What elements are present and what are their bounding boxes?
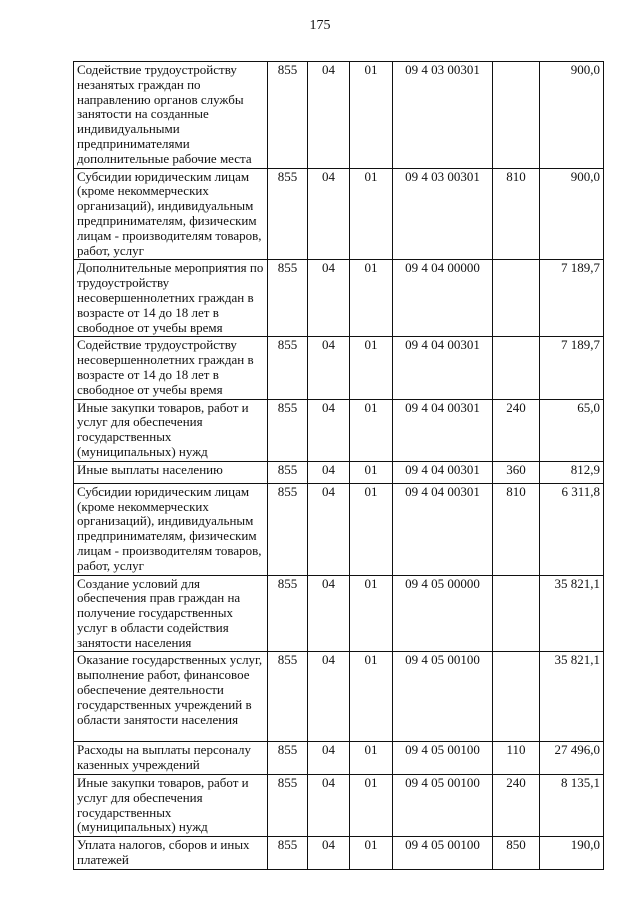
row-target: 09 4 05 00100: [393, 837, 493, 870]
row-type: [493, 337, 540, 399]
row-target: 09 4 05 00100: [393, 652, 493, 742]
row-code: 855: [268, 775, 308, 837]
row-code: 855: [268, 461, 308, 483]
row-type: [493, 652, 540, 742]
row-name: Субсидии юридическим лицам (кроме некоммерческих организаций), индивидуальным предпринимателям, физическим лицам - производителям товаров, работ, услуг: [74, 168, 268, 260]
table-row: [74, 575, 604, 652]
row-amount: 900,0: [540, 62, 604, 169]
row-amount: 35 821,1: [540, 575, 604, 652]
page-number: 175: [309, 18, 331, 33]
row-section: 04: [308, 461, 350, 483]
row-name: Иные закупки товаров, работ и услуг для обеспечения государственных (муниципальных) нужд: [74, 399, 268, 461]
row-amount: 7 189,7: [540, 337, 604, 399]
row-section: 04: [308, 575, 350, 652]
row-amount: 812,9: [540, 461, 604, 483]
row-amount: 35 821,1: [540, 652, 604, 742]
table-row: [74, 337, 604, 399]
table-row: [74, 775, 604, 837]
table-row: [74, 260, 604, 337]
table-row: [74, 399, 604, 461]
row-section: 04: [308, 260, 350, 337]
row-section: 04: [308, 483, 350, 575]
row-subsection: 01: [350, 837, 393, 870]
row-type: 240: [493, 775, 540, 837]
row-target: 09 4 05 00000: [393, 575, 493, 652]
row-subsection: 01: [350, 742, 393, 775]
row-code: 855: [268, 742, 308, 775]
row-target: 09 4 04 00301: [393, 337, 493, 399]
table-row: [74, 742, 604, 775]
row-subsection: 01: [350, 168, 393, 260]
row-code: 855: [268, 837, 308, 870]
row-subsection: 01: [350, 652, 393, 742]
row-name: Расходы на выплаты персоналу казенных учреждений: [74, 742, 268, 775]
table-row: [74, 461, 604, 483]
row-section: 04: [308, 399, 350, 461]
row-section: 04: [308, 62, 350, 169]
row-type: 240: [493, 399, 540, 461]
row-code: 855: [268, 575, 308, 652]
row-subsection: 01: [350, 775, 393, 837]
row-name: Создание условий для обеспечения прав граждан на получение государственных услуг в области содействия занятости населения: [74, 575, 268, 652]
row-amount: 8 135,1: [540, 775, 604, 837]
row-target: 09 4 03 00301: [393, 168, 493, 260]
row-target: 09 4 03 00301: [393, 62, 493, 169]
row-code: 855: [268, 399, 308, 461]
table-row: [74, 837, 604, 870]
budget-table: [73, 61, 604, 870]
row-type: 360: [493, 461, 540, 483]
row-code: 855: [268, 62, 308, 169]
row-section: 04: [308, 337, 350, 399]
row-name: Уплата налогов, сборов и иных платежей: [74, 837, 268, 870]
row-type: 850: [493, 837, 540, 870]
table-row: [74, 168, 604, 260]
row-code: 855: [268, 168, 308, 260]
row-code: 855: [268, 260, 308, 337]
row-name: Содействие трудоустройству несовершеннолетних граждан в возрасте от 14 до 18 лет в свободное от учебы время: [74, 337, 268, 399]
row-name: Субсидии юридическим лицам (кроме некоммерческих организаций), индивидуальным предпринимателям, физическим лицам - производителям товаров, работ, услуг: [74, 483, 268, 575]
row-type: 810: [493, 483, 540, 575]
row-section: 04: [308, 775, 350, 837]
row-target: 09 4 05 00100: [393, 775, 493, 837]
row-name: Содействие трудоустройству незанятых граждан по направлению органов службы занятости на созданные индивидуальными предпринимателями дополнительные рабочие места: [74, 62, 268, 169]
row-subsection: 01: [350, 399, 393, 461]
row-section: 04: [308, 837, 350, 870]
row-code: 855: [268, 652, 308, 742]
row-amount: 900,0: [540, 168, 604, 260]
table-row: [74, 652, 604, 742]
row-subsection: 01: [350, 337, 393, 399]
row-target: 09 4 04 00301: [393, 461, 493, 483]
row-amount: 27 496,0: [540, 742, 604, 775]
row-name: Дополнительные мероприятия по трудоустройству несовершеннолетних граждан в возрасте от 14 до 18 лет в свободное от учебы время: [74, 260, 268, 337]
row-name: Оказание государственных услуг, выполнение работ, финансовое обеспечение деятельности государственных учреждений в области занятости населения: [74, 652, 268, 742]
row-target: 09 4 04 00301: [393, 483, 493, 575]
row-type: 110: [493, 742, 540, 775]
row-section: 04: [308, 652, 350, 742]
row-subsection: 01: [350, 461, 393, 483]
table-row: [74, 483, 604, 575]
row-name: Иные закупки товаров, работ и услуг для обеспечения государственных (муниципальных) нужд: [74, 775, 268, 837]
row-amount: 65,0: [540, 399, 604, 461]
row-subsection: 01: [350, 483, 393, 575]
row-amount: 190,0: [540, 837, 604, 870]
row-code: 855: [268, 483, 308, 575]
row-subsection: 01: [350, 62, 393, 169]
row-amount: 7 189,7: [540, 260, 604, 337]
row-subsection: 01: [350, 260, 393, 337]
row-type: [493, 62, 540, 169]
row-section: 04: [308, 742, 350, 775]
row-code: 855: [268, 337, 308, 399]
row-subsection: 01: [350, 575, 393, 652]
row-amount: 6 311,8: [540, 483, 604, 575]
row-target: 09 4 04 00301: [393, 399, 493, 461]
row-section: 04: [308, 168, 350, 260]
row-type: 810: [493, 168, 540, 260]
row-target: 09 4 05 00100: [393, 742, 493, 775]
row-name: Иные выплаты населению: [74, 461, 268, 483]
row-target: 09 4 04 00000: [393, 260, 493, 337]
row-type: [493, 575, 540, 652]
table-row: [74, 62, 604, 169]
row-type: [493, 260, 540, 337]
